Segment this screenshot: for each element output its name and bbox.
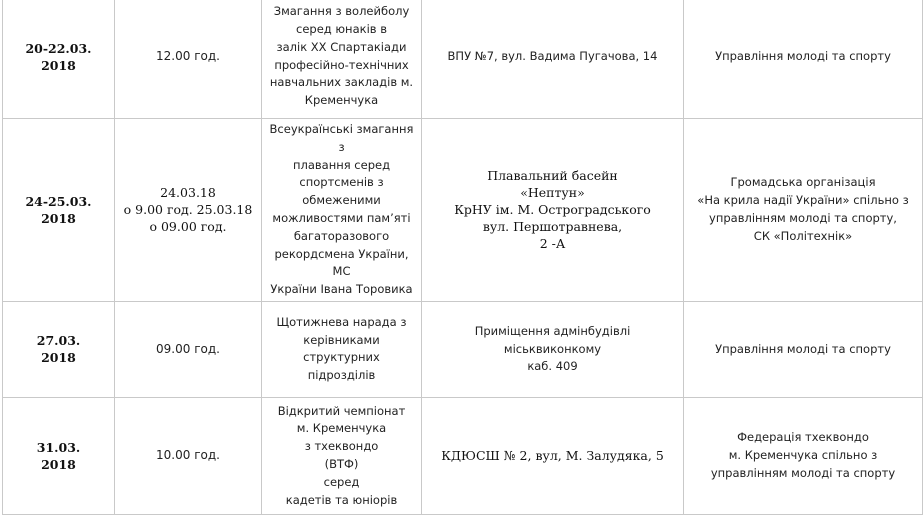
event-date: 20-22.03. 2018 xyxy=(3,0,115,119)
table-row xyxy=(3,119,923,302)
event-place: ВПУ №7, вул. Вадима Пугачова, 14 xyxy=(422,0,684,119)
event-organizer: Федерація тхеквондо м. Кременчука спільно з управлінням молоді та спорту xyxy=(684,397,923,514)
event-date: 24-25.03. 2018 xyxy=(3,119,115,302)
event-date: 31.03. 2018 xyxy=(3,397,115,514)
event-organizer: Управління молоді та спорту xyxy=(684,301,923,397)
event-description: Всеукраїнські змагання з плавання серед спортсменів з обмеженими можливостями пам’яті багаторазового рекордсмена України, МС України Івана Торовика xyxy=(262,119,422,302)
event-time: 09.00 год. xyxy=(115,301,262,397)
table-row xyxy=(3,301,923,397)
table-row xyxy=(3,397,923,514)
event-place: КДЮСШ № 2, вул, М. Залудяка, 5 xyxy=(422,397,684,514)
event-organizer: Громадська організація «На крила надії України» спільно з управлінням молоді та спорту, СК «Політехнік» xyxy=(684,119,923,302)
event-organizer: Управління молоді та спорту xyxy=(684,0,923,119)
event-date: 27.03. 2018 xyxy=(3,301,115,397)
event-time: 12.00 год. xyxy=(115,0,262,119)
event-place: Приміщення адмінбудівлі міськвиконкому каб. 409 xyxy=(422,301,684,397)
event-description: Відкритий чемпіонат м. Кременчука з тхеквондо (ВТФ) серед кадетів та юніорів xyxy=(262,397,422,514)
event-place: Плавальний басейн «Нептун» КрНУ ім. М. Остроградського вул. Першотравнева, 2 -А xyxy=(422,119,684,302)
table-row xyxy=(3,0,923,119)
event-description: Змагання з волейболу серед юнаків в залік XX Спартакіади професійно-технічних навчальних закладів м. Кременчука xyxy=(262,0,422,119)
event-time: 10.00 год. xyxy=(115,397,262,514)
events-schedule-table xyxy=(2,0,923,515)
event-description: Щотижнева нарада з керівниками структурних підрозділів xyxy=(262,301,422,397)
event-time: 24.03.18 о 9.00 год. 25.03.18 о 09.00 год. xyxy=(115,119,262,302)
